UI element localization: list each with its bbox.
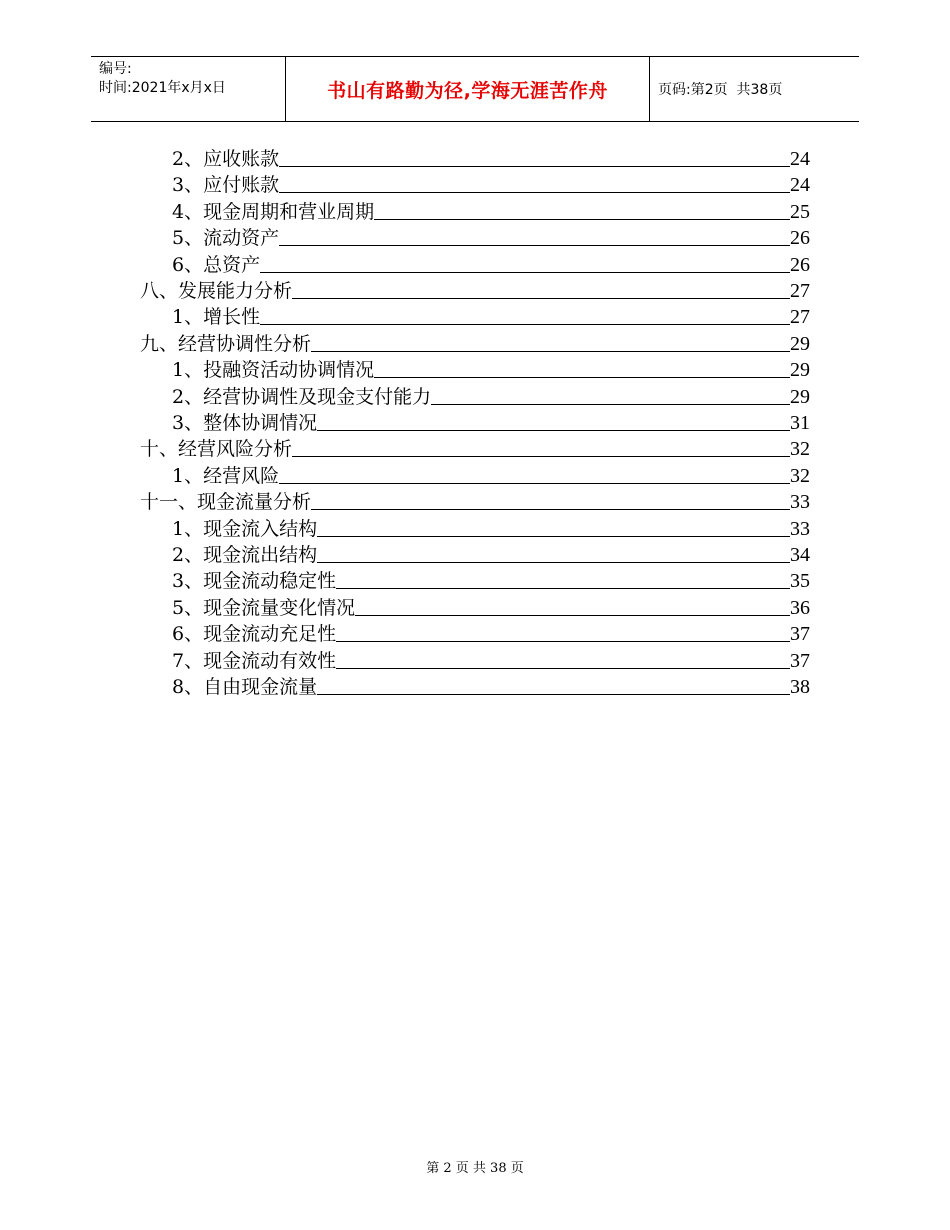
toc-entry-title: 1、经营风险 — [172, 464, 280, 487]
toc-entry-page: 25 — [790, 200, 810, 223]
toc-entry[interactable] — [140, 276, 810, 302]
time-label: 时间:2021年x月x日 — [99, 80, 226, 96]
toc-entry[interactable] — [172, 593, 810, 619]
toc-leader-line — [292, 455, 790, 457]
toc-entry-page: 24 — [790, 148, 810, 170]
header-meta — [91, 57, 286, 121]
toc-entry[interactable] — [172, 382, 810, 408]
toc-leader-line — [260, 271, 790, 273]
toc-entry[interactable] — [172, 250, 810, 276]
toc-entry-title: 2、经营协调性及现金支付能力 — [172, 385, 432, 408]
toc-entry-title: 5、现金流量变化情况 — [172, 596, 356, 619]
toc-entry-page: 35 — [790, 570, 810, 593]
toc-leader-line — [374, 376, 790, 378]
toc-entry[interactable] — [172, 223, 810, 249]
toc-leader-line — [336, 640, 790, 642]
toc-entry[interactable] — [172, 197, 810, 223]
toc-leader-line — [279, 191, 790, 193]
toc-entry-page: 38 — [790, 676, 810, 698]
toc-leader-line — [279, 482, 790, 484]
toc-leader-line — [431, 403, 790, 405]
toc-entry-page: 26 — [790, 253, 810, 276]
toc-leader-line — [374, 218, 790, 220]
toc-entry[interactable] — [172, 566, 810, 592]
toc-leader-line — [355, 614, 790, 616]
toc-leader-line — [311, 508, 790, 510]
toc-entry-page: 33 — [790, 491, 810, 514]
serial-number-label: 编号: — [99, 61, 132, 77]
toc-entry-title: 4、现金周期和营业周期 — [172, 200, 375, 223]
toc-entry[interactable] — [172, 619, 810, 645]
page-footer: 第 2 页 共 38 页 — [426, 1161, 524, 1176]
toc-entry-title: 6、总资产 — [172, 253, 261, 276]
toc-leader-line — [317, 693, 790, 695]
toc-entry-title: 2、应收账款 — [172, 148, 280, 170]
toc-entry-page: 34 — [790, 544, 810, 566]
toc-entry-title: 3、现金流动稳定性 — [172, 570, 337, 593]
motto-text: 书山有路勤为径,学海无涯苦作舟 — [327, 79, 608, 102]
toc-entry-title: 2、现金流出结构 — [172, 544, 318, 566]
toc-leader-line — [317, 561, 790, 563]
toc-entry-page: 29 — [790, 332, 810, 355]
toc-entry-page: 33 — [790, 517, 810, 540]
toc-entry-page: 29 — [790, 359, 810, 382]
toc-entry-title: 十一、现金流量分析 — [140, 491, 312, 514]
toc-entry-title: 九、经营协调性分析 — [140, 332, 312, 355]
toc-entry-page: 37 — [790, 623, 810, 646]
page-header — [91, 56, 859, 122]
toc-entry-page: 36 — [790, 596, 810, 619]
toc-entry-title: 3、整体协调情况 — [172, 412, 318, 434]
toc-leader-line — [260, 323, 790, 325]
toc-entry[interactable] — [172, 170, 810, 196]
toc-entry-page: 24 — [790, 174, 810, 197]
toc-leader-line — [279, 165, 790, 167]
toc-leader-line — [317, 429, 790, 431]
toc-entry-title: 6、现金流动充足性 — [172, 623, 337, 646]
toc-leader-line — [317, 535, 790, 537]
toc-entry[interactable] — [140, 487, 810, 513]
header-motto-cell — [286, 57, 650, 121]
toc-entry[interactable] — [172, 302, 810, 328]
toc-entry[interactable] — [172, 144, 810, 170]
toc-leader-line — [279, 244, 790, 246]
toc-entry-page: 32 — [790, 438, 810, 461]
toc-entry[interactable] — [140, 329, 810, 355]
toc-entry-page: 26 — [790, 227, 810, 250]
toc-entry-page: 27 — [790, 306, 810, 329]
toc-entry[interactable] — [172, 646, 810, 672]
toc-entry[interactable] — [172, 461, 810, 487]
toc-entry-page: 31 — [790, 412, 810, 434]
toc-entry[interactable] — [172, 408, 810, 434]
toc-leader-line — [336, 587, 790, 589]
toc-leader-line — [336, 667, 790, 669]
toc-entry[interactable] — [172, 514, 810, 540]
toc-entry[interactable] — [140, 434, 810, 460]
toc-entry-title: 7、现金流动有效性 — [172, 649, 337, 672]
toc-entry-title: 3、应付账款 — [172, 174, 280, 197]
toc-entry-page: 29 — [790, 385, 810, 408]
toc-entry-page: 32 — [790, 464, 810, 487]
toc-leader-line — [311, 350, 790, 352]
toc-entry-page: 37 — [790, 649, 810, 672]
toc-entry-title: 1、现金流入结构 — [172, 517, 318, 540]
toc-entry-title: 八、发展能力分析 — [140, 280, 293, 302]
toc-entry-page: 27 — [790, 280, 810, 302]
toc-entry-title: 1、投融资活动协调情况 — [172, 359, 375, 382]
toc-entry-title: 十、经营风险分析 — [140, 438, 293, 461]
toc-entry-title: 8、自由现金流量 — [172, 676, 318, 698]
header-page-info: 页码:第2页 共38页 — [658, 82, 783, 98]
toc-leader-line — [292, 297, 790, 299]
toc-entry-title: 1、增长性 — [172, 306, 261, 329]
toc-entry[interactable] — [172, 672, 810, 698]
toc-entry[interactable] — [172, 540, 810, 566]
toc-entry-title: 5、流动资产 — [172, 227, 280, 250]
toc-entry[interactable] — [172, 355, 810, 381]
